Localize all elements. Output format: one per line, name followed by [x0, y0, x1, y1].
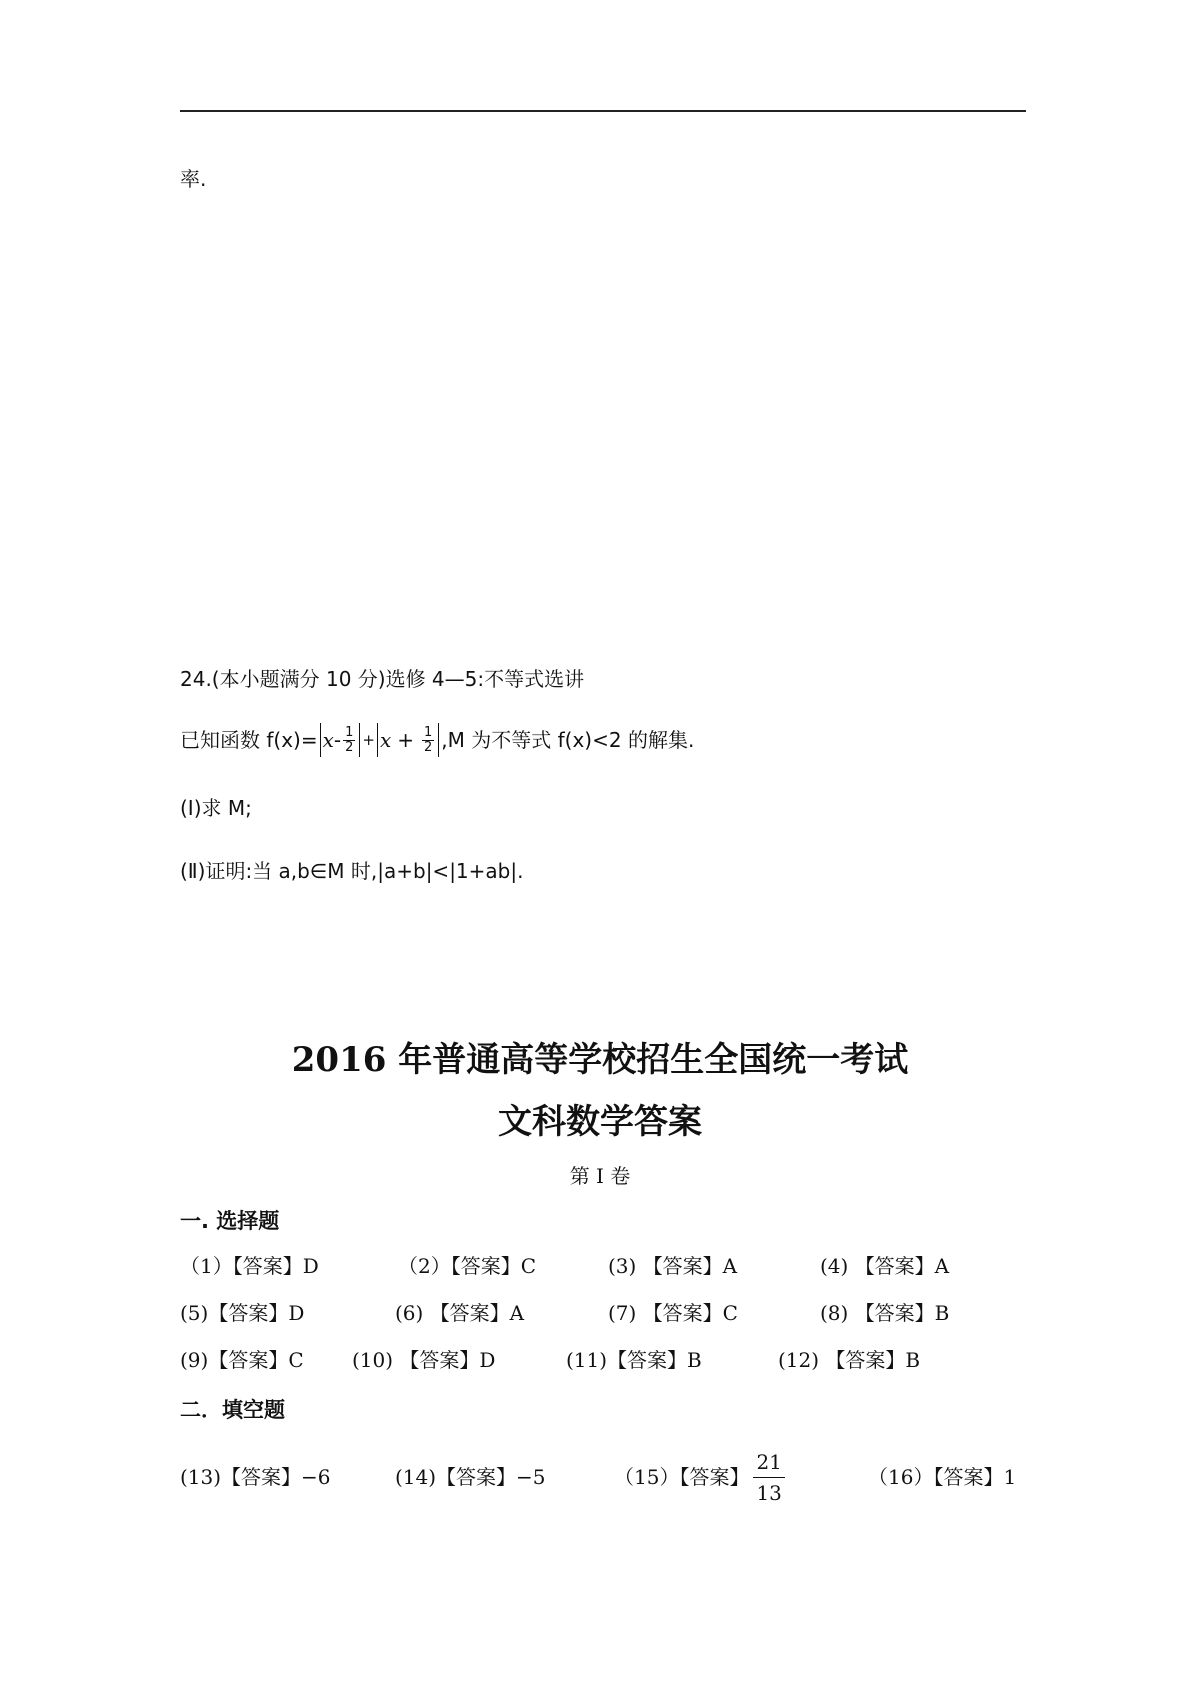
fraction-num-2: 1 — [424, 724, 433, 740]
fill-answer-14: (14)【答案】−5 — [395, 1465, 546, 1489]
section-choice-heading: 一. 选择题 — [180, 1209, 280, 1233]
section-fill-heading: 二．填空题 — [180, 1398, 285, 1422]
fill-answer-13: (13)【答案】−6 — [180, 1465, 331, 1489]
choice-answer-8: (8) 【答案】B — [820, 1301, 950, 1325]
header-rule — [180, 110, 1026, 112]
q24-heading: 24.(本小题满分 10 分)选修 4—5:不等式选讲 — [180, 667, 585, 691]
choice-answer-5: (5)【答案】D — [180, 1301, 305, 1325]
top-fragment: 率. — [180, 167, 207, 191]
fraction-half-1 — [343, 726, 355, 755]
q24-part2: (Ⅱ)证明:当 a,b∈M 时,|a+b|<|1+ab|. — [180, 859, 524, 883]
q24-stem-prefix: 已知函数 f(x)= — [180, 728, 318, 752]
choice-answer-3: (3) 【答案】A — [608, 1254, 738, 1278]
fill-answer-15 — [614, 1447, 785, 1507]
abs-bar-left-2 — [377, 723, 378, 757]
fill-answer-16: （16）【答案】1 — [868, 1465, 1017, 1489]
q24-stem — [180, 720, 694, 760]
volume-label: 第 I 卷 — [569, 1164, 631, 1188]
fraction-num-1: 1 — [345, 724, 354, 740]
fraction-21-13 — [753, 1447, 784, 1508]
fraction-denominator: 13 — [756, 1480, 782, 1505]
abs-bar-right-2 — [438, 723, 439, 757]
fraction-numerator: 21 — [753, 1447, 784, 1478]
minus-sign: - — [333, 728, 342, 752]
var-x-1: x — [322, 728, 334, 752]
choice-answer-9: (9)【答案】C — [180, 1348, 304, 1372]
choice-answer-1: （1）【答案】D — [180, 1254, 319, 1278]
choice-answer-4: (4) 【答案】A — [820, 1254, 950, 1278]
plus-sign-op: + — [397, 728, 415, 752]
var-x-2: x — [379, 728, 392, 752]
fill-answer-15-label: （15）【答案】 — [614, 1465, 750, 1489]
fraction-den-1: 2 — [345, 739, 354, 755]
fraction-half-2 — [422, 726, 434, 755]
choice-answer-7: (7) 【答案】C — [608, 1301, 738, 1325]
q24-stem-suffix: ,M 为不等式 f(x)<2 的解集. — [441, 728, 695, 752]
choice-answer-2: （2）【答案】C — [398, 1254, 537, 1278]
fraction-den-2: 2 — [424, 739, 433, 755]
answers-title-line2: 文科数学答案 — [498, 1102, 702, 1142]
answers-title-line1: 2016 年普通高等学校招生全国统一考试 — [291, 1040, 909, 1080]
abs-bar-right-1 — [359, 723, 360, 757]
abs-bar-left-1 — [320, 723, 321, 757]
plus-sign-mid: + — [362, 731, 375, 749]
choice-answer-6: (6) 【答案】A — [395, 1301, 525, 1325]
choice-answer-12: (12) 【答案】B — [778, 1348, 921, 1372]
choice-answer-11: (11)【答案】B — [566, 1348, 702, 1372]
choice-answer-10: (10) 【答案】D — [352, 1348, 496, 1372]
q24-part1: (Ⅰ)求 M; — [180, 796, 252, 820]
